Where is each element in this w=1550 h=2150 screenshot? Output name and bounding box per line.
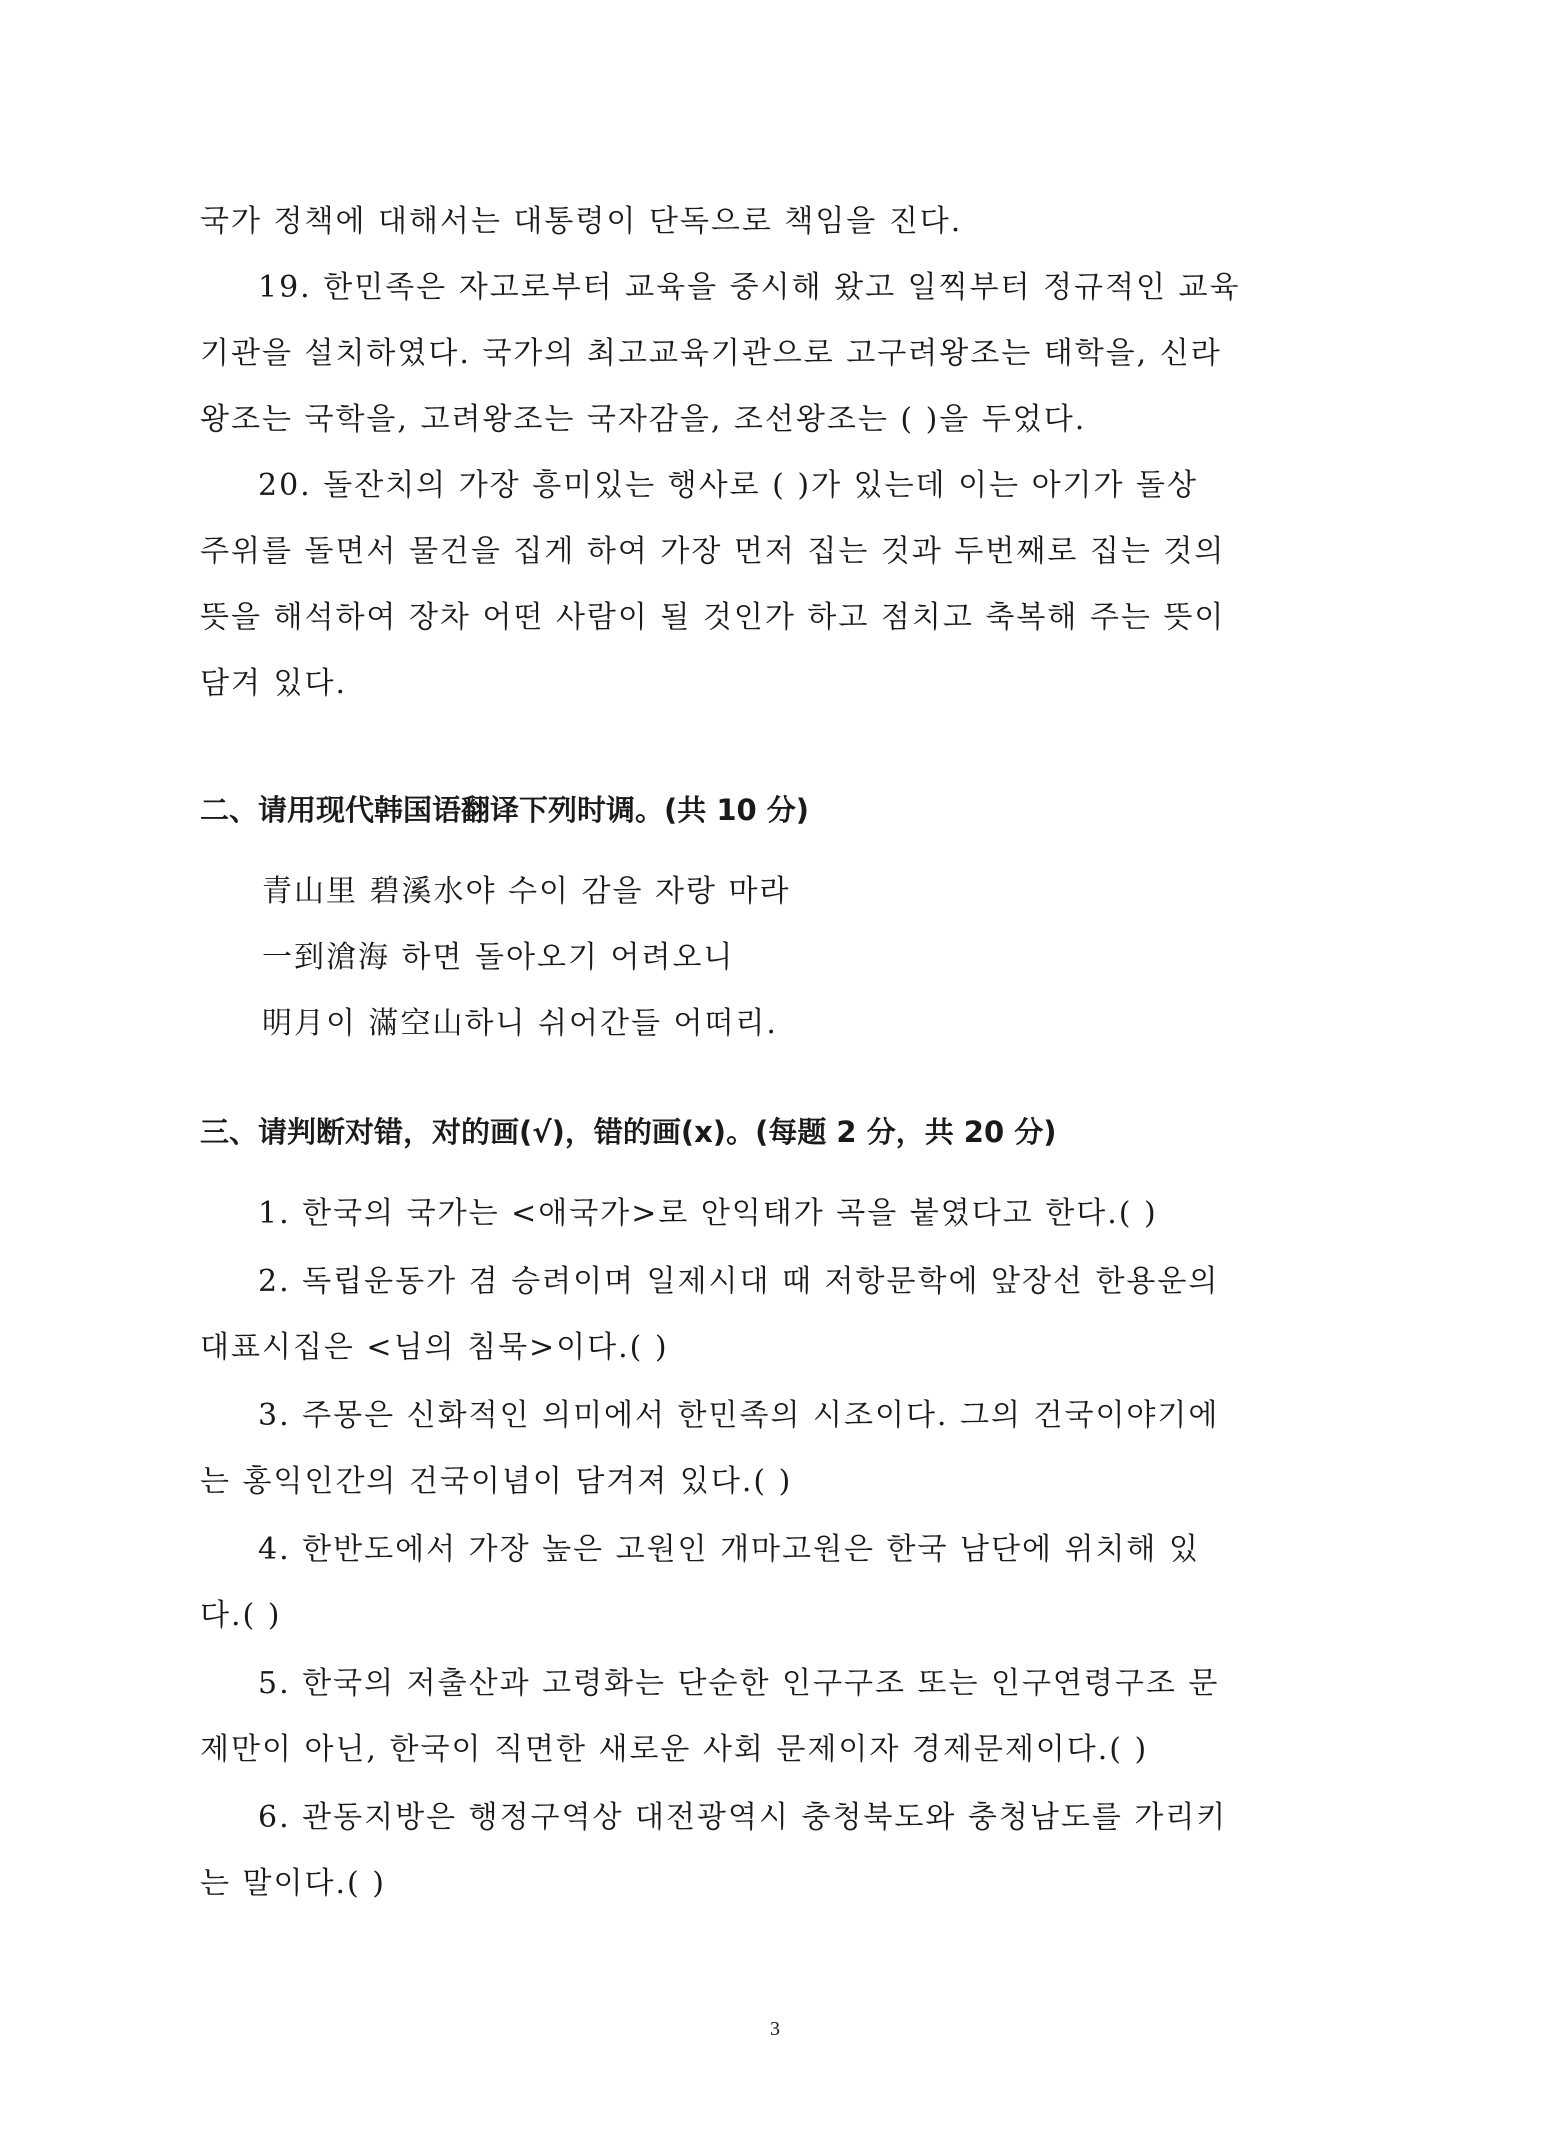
tf-item-2-line-1: 2. 독립운동가 겸 승려이며 일제시대 때 저항문학에 앞장선 한용운의 [258,1264,1220,1299]
q19-line-3: 왕조는 국학을, 고려왕조는 국자감을, 조선왕조는 ( )을 두었다. [200,402,1087,437]
section-2-heading: 二、请用现代韩国语翻译下列时调。(共 10 分) [200,793,810,827]
section-3-heading: 三、请判断对错，对的画(√)，错的画(x)。(每题 2 分，共 20 分) [200,1115,1057,1149]
poem-line-3: 明月이 滿空山하니 쉬어간들 어떠리. [262,1006,778,1041]
tf-item-1-line-1: 1. 한국의 국가는 <애국가>로 안익태가 곡을 붙였다고 한다.( ) [258,1196,1158,1231]
q19-line-1: 19. 한민족은 자고로부터 교육을 중시해 왔고 일찍부터 정규적인 교육 [258,270,1241,305]
tf-item-6-line-1: 6. 관동지방은 행정구역상 대전광역시 충청북도와 충청남도를 가리키 [258,1800,1228,1835]
q20-line-3: 뜻을 해석하여 장차 어떤 사람이 될 것인가 하고 점치고 축복해 주는 뜻이 [200,600,1226,635]
tf-item-4-line-1: 4. 한반도에서 가장 높은 고원인 개마고원은 한국 남단에 위치해 있 [258,1532,1200,1567]
poem-line-1: 青山里 碧溪水야 수이 감을 자랑 마라 [262,874,791,909]
tf-item-5-line-2: 제만이 아닌, 한국이 직면한 새로운 사회 문제이자 경제문제이다.( ) [200,1732,1149,1767]
tf-item-3-line-1: 3. 주몽은 신화적인 의미에서 한민족의 시조이다. 그의 건국이야기에 [258,1398,1220,1433]
tf-item-4-line-2: 다.( ) [200,1598,282,1633]
q20-line-4: 담겨 있다. [200,666,347,701]
tf-item-2-line-2: 대표시집은 <님의 침묵>이다.( ) [200,1330,669,1365]
q19-line-2: 기관을 설치하였다. 국가의 최고교육기관으로 고구려왕조는 태학을, 신라 [200,336,1222,371]
q20-line-2: 주위를 돌면서 물건을 집게 하여 가장 먼저 집는 것과 두번째로 집는 것의 [200,534,1226,569]
q18-tail: 국가 정책에 대해서는 대통령이 단독으로 책임을 진다. [200,204,963,239]
tf-item-5-line-1: 5. 한국의 저출산과 고령화는 단순한 인구구조 또는 인구연령구조 문 [258,1666,1220,1701]
poem-line-2: 一到滄海 하면 돌아오기 어려오니 [262,940,735,975]
tf-item-3-line-2: 는 홍익인간의 건국이념이 담겨져 있다.( ) [200,1464,793,1499]
tf-item-6-line-2: 는 말이다.( ) [200,1866,386,1901]
q20-line-1: 20. 돌잔치의 가장 흥미있는 행사로 ( )가 있는데 이는 아기가 돌상 [258,468,1198,503]
page-number: 3 [770,2018,780,2040]
